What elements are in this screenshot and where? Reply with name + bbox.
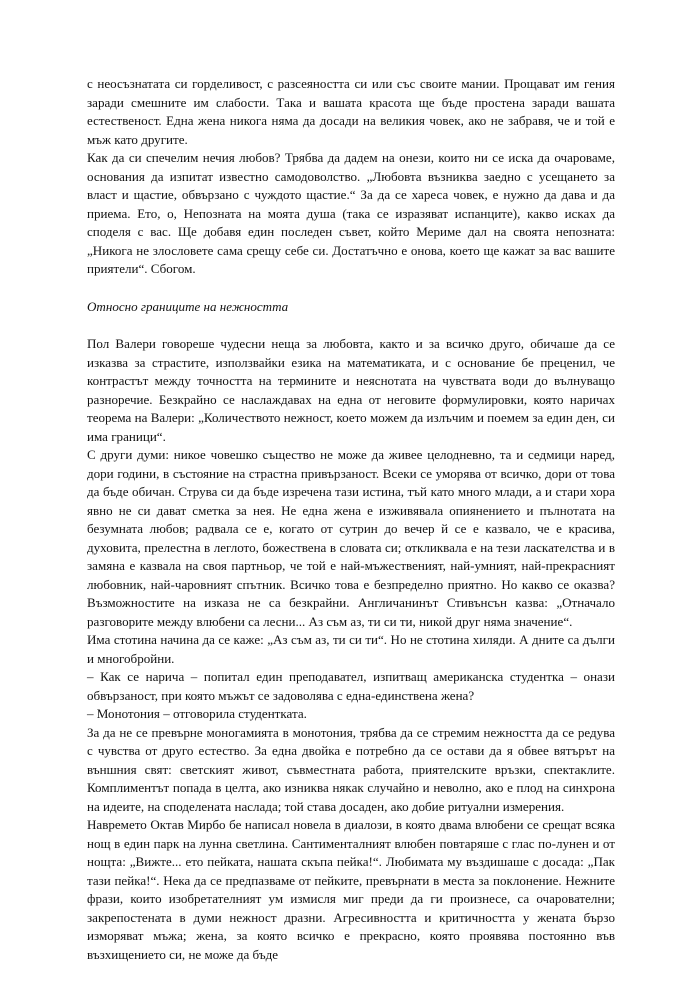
paragraph-gap: [87, 316, 615, 335]
paragraph: Има стотина начина да се каже: „Аз съм аз, ти си ти“. Но не стотина хиляди. А дните са дълги и многобройни.: [87, 632, 615, 666]
paragraph: Пол Валери говореше чудесни неща за любовта, както и за всичко друго, обичаше да се изказва за страстите, използвайки езика на математиката, и с основание бе преценил, че контрастът между точността на термините и неяснотата на чувствата води до вълнуващо разноречие. Безкрайно се наслаждавах на една от неговите формулировки, която наричах теорема на Валери: „Количеството нежност, което можем да излъчим и поемем за един ден, си има граници“.: [87, 336, 615, 444]
paragraph: За да не се превърне моногамията в монотония, трябва да се стремим нежността да се редува с чувства от друго естество. За една двойка е потребно да се остави да я обвее вятърът на външния свят: светският живот, съвместната работа, приятелските връзки, спектаклите. Комплиментът попада в целта, ако изниква някак случайно и неволно, ако е плод на синхрона на идеите, на споделената наслада; той става досаден, ако добие ритуални измерения.: [87, 724, 615, 814]
paragraph: С други думи: никое човешко същество не може да живее целодневно, та и седмици наред, дори години, в състояние на страстна привързаност. Всеки се уморява от всичко, дори от това да бъде обичан. Струва си да бъде изречена тази истина, тъй като много млади, а и стари хора явно не си дават сметка за нея. Не една жена е изживявала опиянението и пълнотата на безумната любов; радвала се е, когато от сутрин до вечер й се е казвало, че е красива, духовита, прелестна в леглото, божествена в словата си; откликвала е на тези ласкателства и в замяна е казвала на своя партньор, че той е най-мъжественият, най-умният, най-прекрасният любовник, най-чаровният спътник. Всичко това е безпределно приятно. Но какво се оказва? Възможностите на изказа не са безкрайни. Англичанинът Стивънсън казва: „Отначало разговорите между влюбени са лесни... Аз съм аз, ти си ти, никой друг няма значение“.: [87, 447, 615, 629]
paragraph: – Как се нарича – попитал един преподавател, изпитващ американска студентка – онази обвързаност, при която мъжът се задоволява с една-единствена жена?: [87, 669, 615, 703]
paragraph: Навремето Октав Мирбо бе написал новела в диалози, в която двама влюбени се срещат всяка нощ в един парк на лунна светлина. Сантименталният влюбен повтаряше с глас по-лунен и от нощта: „Вижте... ето пейката, нашата скъпа пейка!“. Любимата му въздишаше с досада: „Пак тази пейка!“. Нека да се предпазваме от пейките, превърнати в места за поклонение. Нежните фрази, които изобретателният ум измисля миг преди да ги произнесе, са очарователни; закрепостената в думи нежност дразни. Агресивността и критичността у жената бързо изморяват мъжа; жена, за която всичко е прекрасно, която проявява постоянно във възхищението си, не може да бъде: [87, 817, 615, 962]
section-heading: Относно границите на нежността: [87, 298, 289, 314]
paragraph: с неосъзнатата си горделивост, с разсеяността си или със своите мании. Прощават им гения заради смешните им слабости. Така и вашата красота ще бъде простена заради вашата естественост. Една жена никога няма да досади на великия човек, ако не забравя, че и той е мъж като другите.: [87, 76, 615, 147]
document-page: [87, 75, 615, 964]
paragraph: Как да си спечелим нечия любов? Трябва да дадем на онези, които ни се иска да очароваме, основания да изпитат известно самодоволство. „Любовта възниква заедно с усещането за власт и щастие, обвързано с чуждото щастие.“ За да се хареса човек, е нужно да дава и да приема. Ето, о, Непозната на моята душа (така се изразяват испанците), какво исках да споделя с вас. Ще добавя един последен съвет, който Мериме дал на своята непозната: „Никога не злословете сама срещу себе си. Достатъчно е онова, което ще кажат за вас вашите приятели“. Сбогом.: [87, 150, 615, 276]
paragraph-gap: [87, 279, 615, 298]
paragraph: – Монотония – отговорила студентката.: [87, 706, 307, 721]
